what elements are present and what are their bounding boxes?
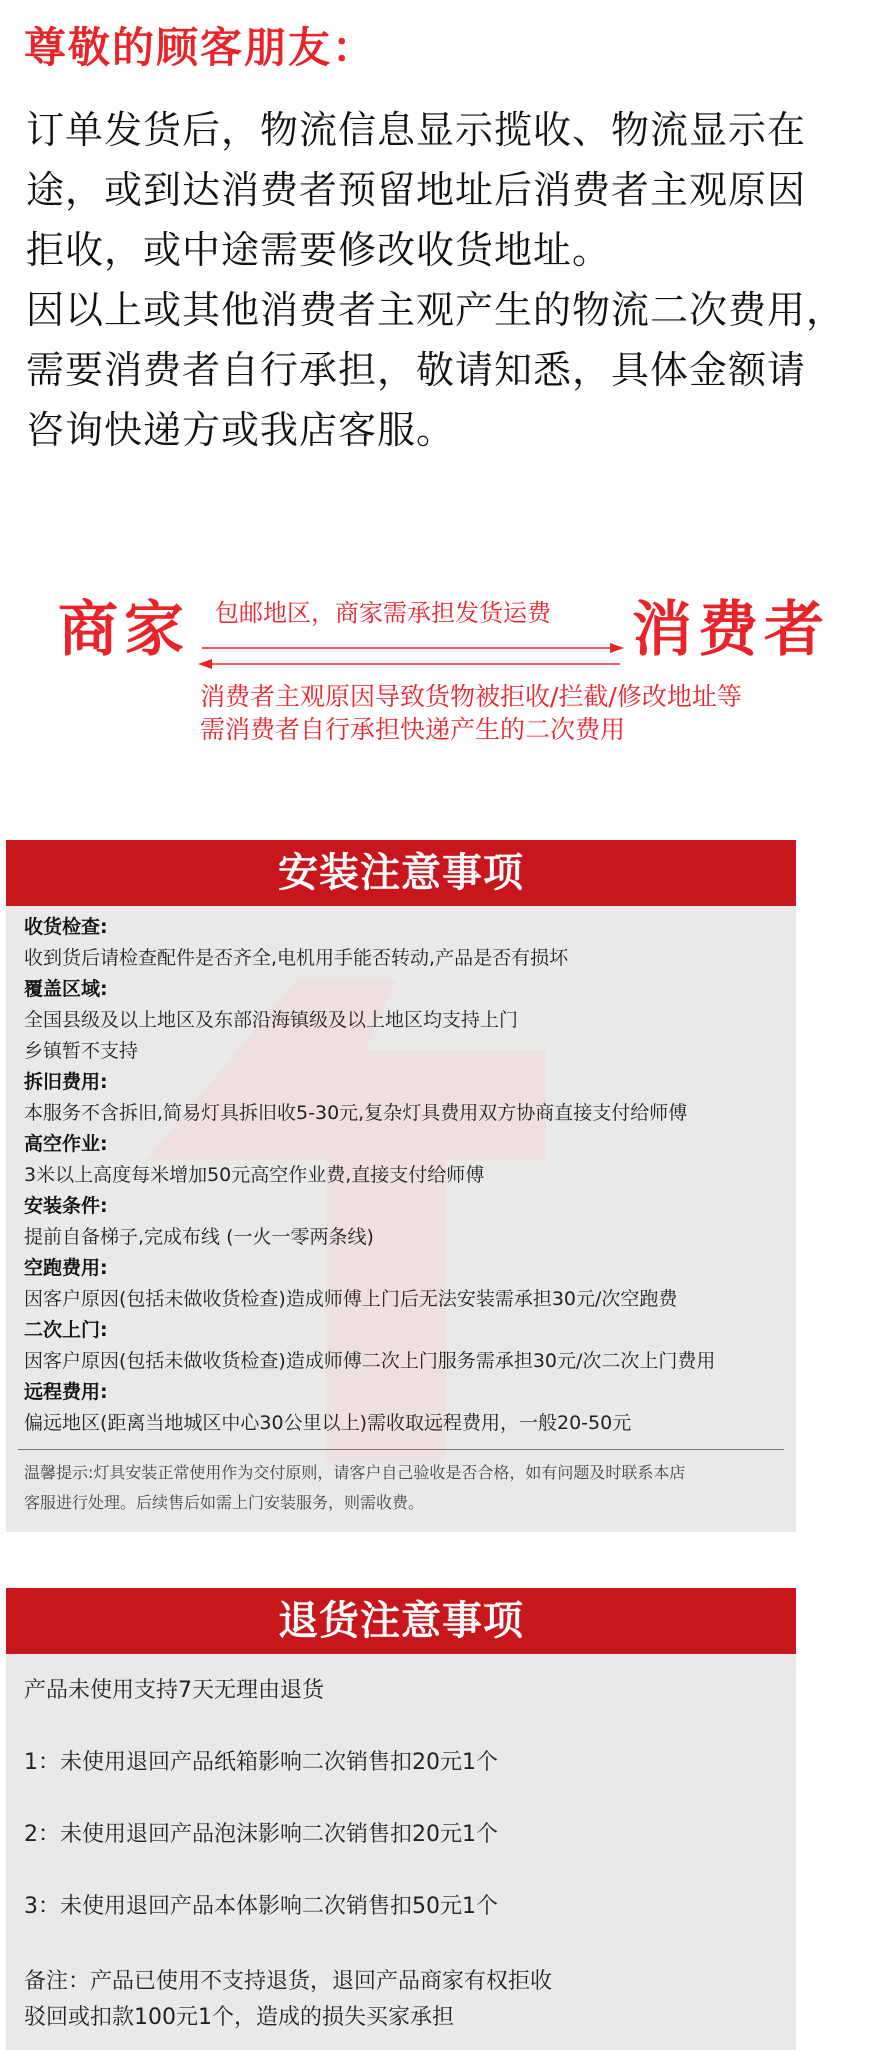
install-item-heading: 高空作业:	[24, 1133, 108, 1155]
install-notice-panel	[6, 840, 796, 1532]
shipping-responsibility-diagram	[0, 580, 894, 760]
install-item	[24, 1129, 778, 1191]
greeting-line: 需要消费者自行承担，敬请知悉，具体金额请	[26, 348, 807, 392]
install-item	[24, 1377, 778, 1439]
returns-notice-body	[6, 1654, 796, 2036]
install-item-heading: 远程费用:	[24, 1381, 108, 1403]
returns-remark-line: 备注：产品已使用不支持退货，退回产品商家有权拒收	[24, 1969, 553, 1994]
returns-line: 3：未使用退回产品本体影响二次销售扣50元1个	[24, 1894, 498, 1919]
return-note-line: 消费者主观原因导致货物被拒收/拦截/修改地址等	[200, 682, 742, 711]
install-item-heading: 空跑费用:	[24, 1257, 108, 1279]
install-item-heading: 安装条件:	[24, 1195, 108, 1217]
consumer-label: 消费者	[632, 595, 830, 665]
greeting-line: 咨询快递方或我店客服。	[26, 408, 456, 452]
returns-notice-panel	[6, 1588, 796, 2050]
return-shipping-note	[200, 680, 742, 746]
greeting-line: 途，或到达消费者预留地址后消费者主观原因	[26, 168, 807, 212]
returns-line: 1：未使用退回产品纸箱影响二次销售扣20元1个	[24, 1750, 498, 1775]
install-item-heading: 收货检查:	[24, 916, 108, 938]
install-item	[24, 1253, 778, 1315]
install-item-text: 提前自备梯子,完成布线 (一火一零两条线)	[24, 1226, 374, 1248]
install-item-heading: 二次上门:	[24, 1319, 108, 1341]
double-arrow-icon	[196, 638, 626, 672]
returns-remark-line: 驳回或扣款100元1个，造成的损失买家承担	[24, 2005, 454, 2030]
install-item	[24, 1315, 778, 1377]
install-item-text: 全国县级及以上地区及东部沿海镇级及以上地区均支持上门	[24, 1009, 519, 1031]
install-item-text: 收到货后请检查配件是否齐全,电机用手能否转动,产品是否有损坏	[24, 947, 569, 969]
returns-notice-header: 退货注意事项	[6, 1588, 796, 1654]
install-tip-line: 客服进行处理。后续售后如需上门安装服务，则需收费。	[24, 1493, 425, 1512]
install-item-text: 3米以上高度每米增加50元高空作业费,直接支付给师傅	[24, 1164, 485, 1186]
returns-line: 2：未使用退回产品泡沫影响二次销售扣20元1个	[24, 1822, 498, 1847]
return-note-line: 需消费者自行承担快递产生的二次费用	[200, 715, 626, 744]
install-item	[24, 912, 778, 974]
install-item-text: 乡镇暂不支持	[24, 1040, 139, 1062]
free-shipping-label: 包邮地区，商家需承担发货运费	[215, 599, 551, 627]
install-item	[24, 1067, 778, 1129]
install-item	[24, 974, 778, 1067]
install-item	[24, 1191, 778, 1253]
greeting-line: 因以上或其他消费者主观产生的物流二次费用，	[26, 288, 846, 332]
install-notice-header: 安装注意事项	[6, 840, 796, 906]
install-item-heading: 覆盖区域:	[24, 978, 108, 1000]
install-tip-line: 温馨提示:灯具安装正常使用作为交付原则，请客户自己验收是否合格，如有问题及时联系本店	[24, 1463, 686, 1482]
install-item-heading: 拆旧费用:	[24, 1071, 108, 1093]
install-item-text: 因客户原因(包括未做收货检查)造成师傅二次上门服务需承担30元/次二次上门费用	[24, 1350, 716, 1372]
install-item-text: 本服务不含拆旧,简易灯具拆旧收5-30元,复杂灯具费用双方协商直接支付给师傅	[24, 1102, 688, 1124]
greeting-title: 尊敬的顾客朋友：	[24, 23, 377, 72]
merchant-label: 商家	[58, 595, 190, 665]
greeting-body	[26, 100, 886, 460]
returns-line: 产品未使用支持7天无理由退货	[24, 1678, 324, 1703]
install-notice-body	[6, 906, 796, 1518]
install-item-text: 因客户原因(包括未做收货检查)造成师傅上门后无法安装需承担30元/次空跑费	[24, 1288, 678, 1310]
greeting-line: 拒收，或中途需要修改收货地址。	[26, 228, 612, 272]
divider	[18, 1449, 784, 1450]
install-item-text: 偏远地区(距离当地城区中心30公里以上)需收取远程费用，一般20-50元	[24, 1412, 632, 1434]
greeting-line: 订单发货后，物流信息显示揽收、物流显示在	[26, 108, 807, 152]
